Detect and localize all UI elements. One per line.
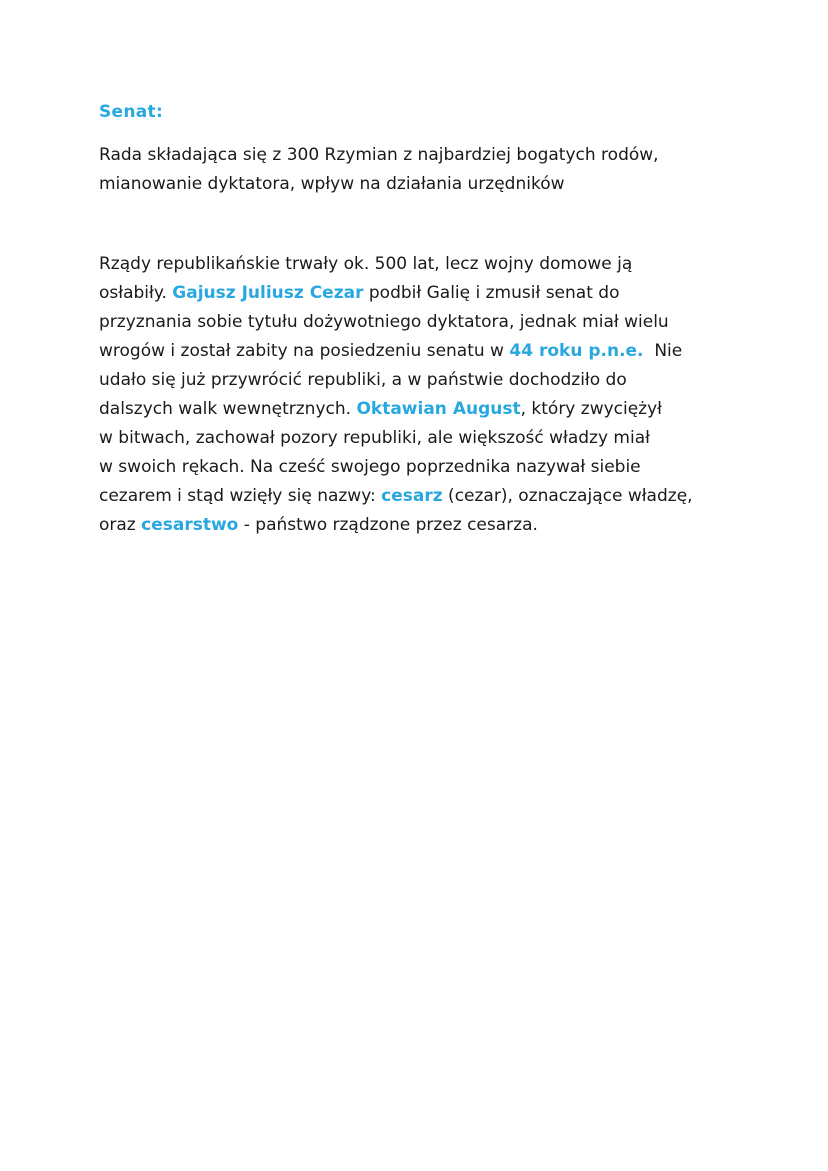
highlight-year: 44 roku p.n.e. — [509, 341, 644, 361]
text-run: podbił Galię i zmusił senat do — [363, 283, 620, 303]
highlight-octavian: Oktawian August — [356, 399, 521, 419]
highlight-cesarz: cesarz — [381, 486, 443, 506]
text-run: dalszych walk wewnętrznych. — [99, 399, 357, 419]
text-run: , który zwyciężył — [520, 399, 662, 419]
text-run: oraz — [99, 515, 142, 535]
text-run: - państwo rządzone przez cesarza. — [238, 515, 538, 535]
text-run: osłabiły. — [99, 283, 173, 303]
republic-line-8: w swoich rękach. Na cześć swojego poprzednika nazywał siebie — [99, 457, 641, 477]
republic-line-1: Rządy republikańskie trwały ok. 500 lat, lecz wojny domowe ją — [99, 254, 633, 274]
senat-line-2: mianowanie dyktatora, wpływ na działania urzędników — [99, 174, 565, 194]
republic-line-4 — [99, 337, 693, 366]
senat-paragraph — [99, 141, 659, 199]
senat-line-1: Rada składająca się z 300 Rzymian z najbardziej bogatych rodów, — [99, 145, 659, 165]
highlight-caesar: Gajusz Juliusz Cezar — [172, 283, 364, 303]
republic-line-7: w bitwach, zachował pozory republiki, ale większość władzy miał — [99, 428, 650, 448]
highlight-cesarstwo: cesarstwo — [141, 515, 239, 535]
republic-line-6 — [99, 395, 693, 424]
senat-heading: Senat: — [99, 102, 164, 122]
republic-line-3: przyznania sobie tytułu dożywotniego dyktatora, jednak miał wielu — [99, 312, 669, 332]
text-run: wrogów i został zabity na posiedzeniu senatu w — [99, 341, 510, 361]
text-run: Nie — [643, 341, 683, 361]
republic-paragraph — [99, 250, 693, 540]
republic-line-10 — [99, 511, 693, 540]
republic-line-5: udało się już przywrócić republiki, a w państwie dochodziło do — [99, 370, 627, 390]
republic-line-9 — [99, 482, 693, 511]
republic-line-2 — [99, 279, 693, 308]
text-run: (cezar), oznaczające władzę, — [442, 486, 693, 506]
text-run: cezarem i stąd wzięły się nazwy: — [99, 486, 382, 506]
